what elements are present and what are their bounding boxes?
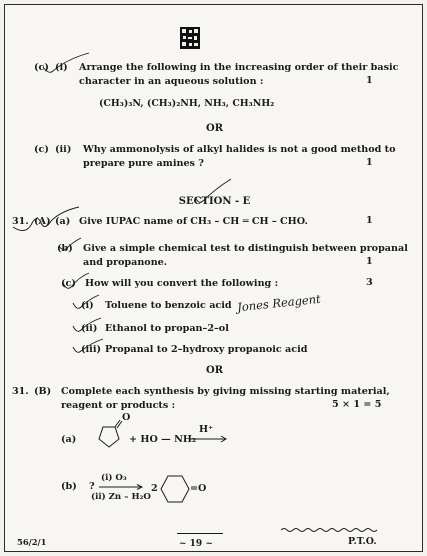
q31-c-text: How will you convert the following :: [85, 278, 279, 289]
q31B-b-coefficient: 2: [151, 483, 158, 494]
q31-c-item-ii-label: (ii): [81, 323, 98, 334]
q31-a-label: (a): [55, 216, 71, 227]
q-c-ii-label: (ii): [55, 144, 72, 155]
q-c-i-text-line2: character in an aqueous solution :: [79, 76, 264, 87]
q31-c-label: (c): [61, 278, 76, 289]
q31-b-marks: 1: [366, 256, 373, 267]
check-mark-icon: [193, 179, 233, 207]
q-c-ii-marks: 1: [366, 157, 373, 168]
q31B-number: 31.: [12, 386, 29, 397]
q31-number: 31.: [12, 216, 29, 227]
q31-c-item-i-text: Toluene to benzoic acid: [105, 300, 232, 311]
q31-c-item-iii-label: (iii): [81, 344, 102, 355]
check-mark-icon: [71, 337, 105, 357]
q31B-line2: reagent or products :: [61, 400, 176, 411]
check-mark-icon: [71, 316, 103, 336]
reaction-arrow-icon: [189, 435, 229, 443]
qr-code-icon: [180, 27, 200, 49]
q31B-marks: 5 × 1 = 5: [332, 399, 382, 410]
q31-c-marks: 3: [366, 277, 373, 288]
q31-A-label: (A): [34, 216, 51, 227]
q31-c-item-ii-text: Ethanol to propan–2–ol: [105, 323, 229, 334]
q31B-b-reagent-top: (i) O₃: [101, 473, 127, 483]
q31-c-item-iii-text: Propanal to 2–hydroxy propanoic acid: [105, 344, 308, 355]
q-c-label: (c): [34, 144, 49, 155]
q-c-label: (c): [34, 62, 49, 73]
carbonyl-oxygen-label: O: [122, 412, 131, 423]
q31-b-line2: and propanone.: [83, 257, 168, 268]
cyclohexane-ring-icon: [159, 474, 191, 504]
q31-b-line1: Give a simple chemical test to distinguish between propanal: [83, 243, 408, 254]
q-c-i-label: (i): [55, 62, 68, 73]
q31B-b-unknown: ?: [89, 481, 95, 492]
q31-b-label: (b): [57, 243, 73, 254]
check-mark-icon: [71, 293, 101, 313]
q-c-ii-text-line1: Why ammonolysis of alkyl halides is not a good method to: [83, 144, 396, 155]
q31B-b-label: (b): [61, 481, 77, 492]
footer-pto: P.T.O.: [348, 536, 377, 547]
check-mark-icon: [57, 236, 83, 254]
footer-rule: [177, 533, 223, 534]
footer-paper-code: 56/2/1: [17, 537, 47, 547]
q31-c-item-i-label: (i): [81, 300, 94, 311]
check-mark-icon: [11, 205, 81, 235]
q31-a-marks: 1: [366, 215, 373, 226]
q31B-B-label: (B): [34, 386, 52, 397]
q-c-i-formula: (CH₃)₃N, (CH₃)₂NH, NH₃, CH₃NH₂: [99, 98, 275, 109]
q-c-ii-text-line2: prepare pure amines ?: [83, 158, 204, 169]
exam-page: [4, 4, 423, 552]
q31B-line1: Complete each synthesis by giving missing starting material,: [61, 386, 390, 397]
q31B-b-product-tail: =O: [190, 483, 207, 494]
q31B-a-arrow-label: H⁺: [199, 424, 214, 435]
q-c-i-text-line1: Arrange the following in the increasing order of their basic: [79, 62, 399, 73]
wavy-line-icon: [281, 527, 379, 533]
or-divider: OR: [205, 365, 224, 376]
q31B-a-reagent: + HO — NH₂: [129, 434, 197, 445]
section-heading: SECTION - E: [178, 196, 251, 207]
footer-page-number: ~ 19 ~: [179, 539, 213, 549]
or-divider: OR: [205, 123, 224, 134]
q-c-i-marks: 1: [366, 75, 373, 86]
q31-a-text: Give IUPAC name of CH₃ – CH ═ CH – CHO.: [79, 216, 308, 227]
q31B-a-label: (a): [61, 434, 77, 445]
q31B-b-reagent-bottom: (ii) Zn – H₂O: [91, 492, 151, 502]
handwritten-annotation: Jones Reagent: [236, 291, 322, 315]
